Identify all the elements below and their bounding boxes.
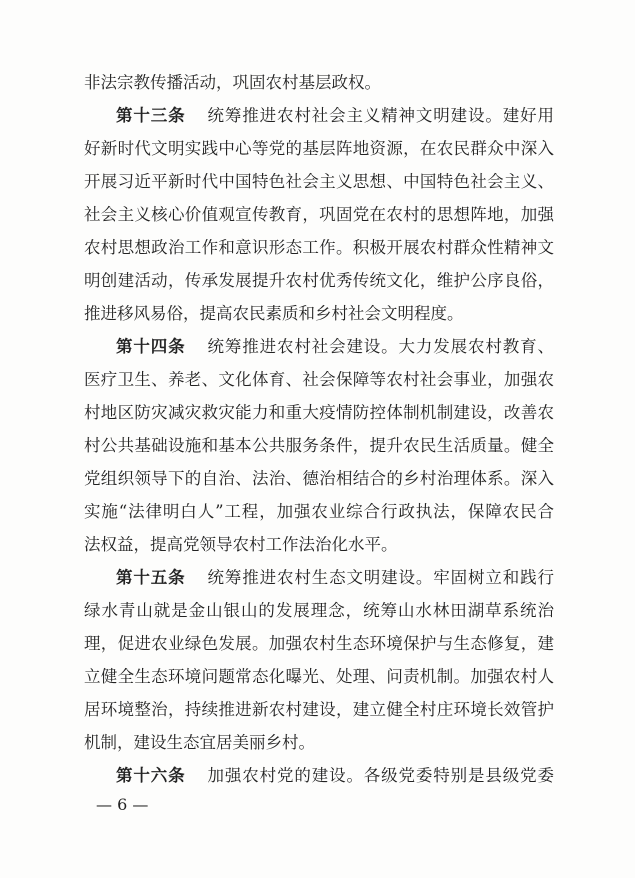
article-16-title: 第十六条 [116, 766, 186, 785]
text-line: 村地区防灾减灾救灾能力和重大疫情防控体制机制建设，改善农 [84, 403, 554, 422]
text-line: 立健全生态环境问题常态化曝光、处理、问责机制。加强农村人 [84, 667, 554, 686]
text-line: 开展习近平新时代中国特色社会主义思想、中国特色社会主义、 [84, 172, 554, 191]
article-16-text: 加强农村党的建设。各级党委特别是县级党委 [207, 766, 554, 785]
article-13-text: 统筹推进农村社会主义精神文明建设。建好用 [207, 106, 554, 125]
article-15-title: 第十五条 [116, 568, 186, 587]
text-line: 好新时代文明实践中心等党的基层阵地资源，在农民群众中深入 [84, 139, 554, 158]
text-line: 非法宗教传播活动，巩固农村基层政权。 [84, 73, 381, 92]
text-line: 明创建活动，传承发展提升农村优秀传统文化，维护公序良俗， [84, 271, 554, 290]
text-line: 居环境整治，持续推进新农村建设，建立健全村庄环境长效管护 [84, 700, 554, 719]
article-13-first-line [116, 104, 554, 128]
text-line: 机制，建设生态宜居美丽乡村。 [84, 733, 315, 752]
text-line: 法权益，提高党领导农村工作法治化水平。 [84, 535, 398, 554]
text-line: 医疗卫生、养老、文化体育、社会保障等农村社会事业，加强农 [84, 370, 554, 389]
article-15-first-line [116, 566, 554, 590]
article-14-title: 第十四条 [116, 337, 186, 356]
article-14-text: 统筹推进农村社会建设。大力发展农村教育、 [207, 337, 554, 356]
text-line: 农村思想政治工作和意识形态工作。积极开展农村群众性精神文 [84, 238, 554, 257]
text-line: 党组织领导下的自治、法治、德治相结合的乡村治理体系。深入 [84, 469, 554, 488]
text-line: 社会主义核心价值观宣传教育，巩固党在农村的思想阵地，加强 [84, 205, 554, 224]
article-13-title: 第十三条 [116, 106, 186, 125]
article-16-first-line [116, 764, 554, 788]
article-14-first-line [116, 335, 554, 359]
article-15-text: 统筹推进农村生态文明建设。牢固树立和践行 [207, 568, 554, 587]
text-line: 推进移风易俗，提高农民素质和乡村社会文明程度。 [84, 304, 464, 323]
text-line: 实施“法律明白人”工程，加强农业综合行政执法，保障农民合 [84, 502, 554, 521]
text-line: 村公共基础设施和基本公共服务条件，提升农民生活质量。健全 [84, 436, 554, 455]
text-line: 绿水青山就是金山银山的发展理念，统筹山水林田湖草系统治 [84, 601, 554, 620]
text-line: 理，促进农业绿色发展。加强农村生态环境保护与生态修复，建 [84, 634, 554, 653]
page-number: — 6 — [96, 795, 149, 814]
